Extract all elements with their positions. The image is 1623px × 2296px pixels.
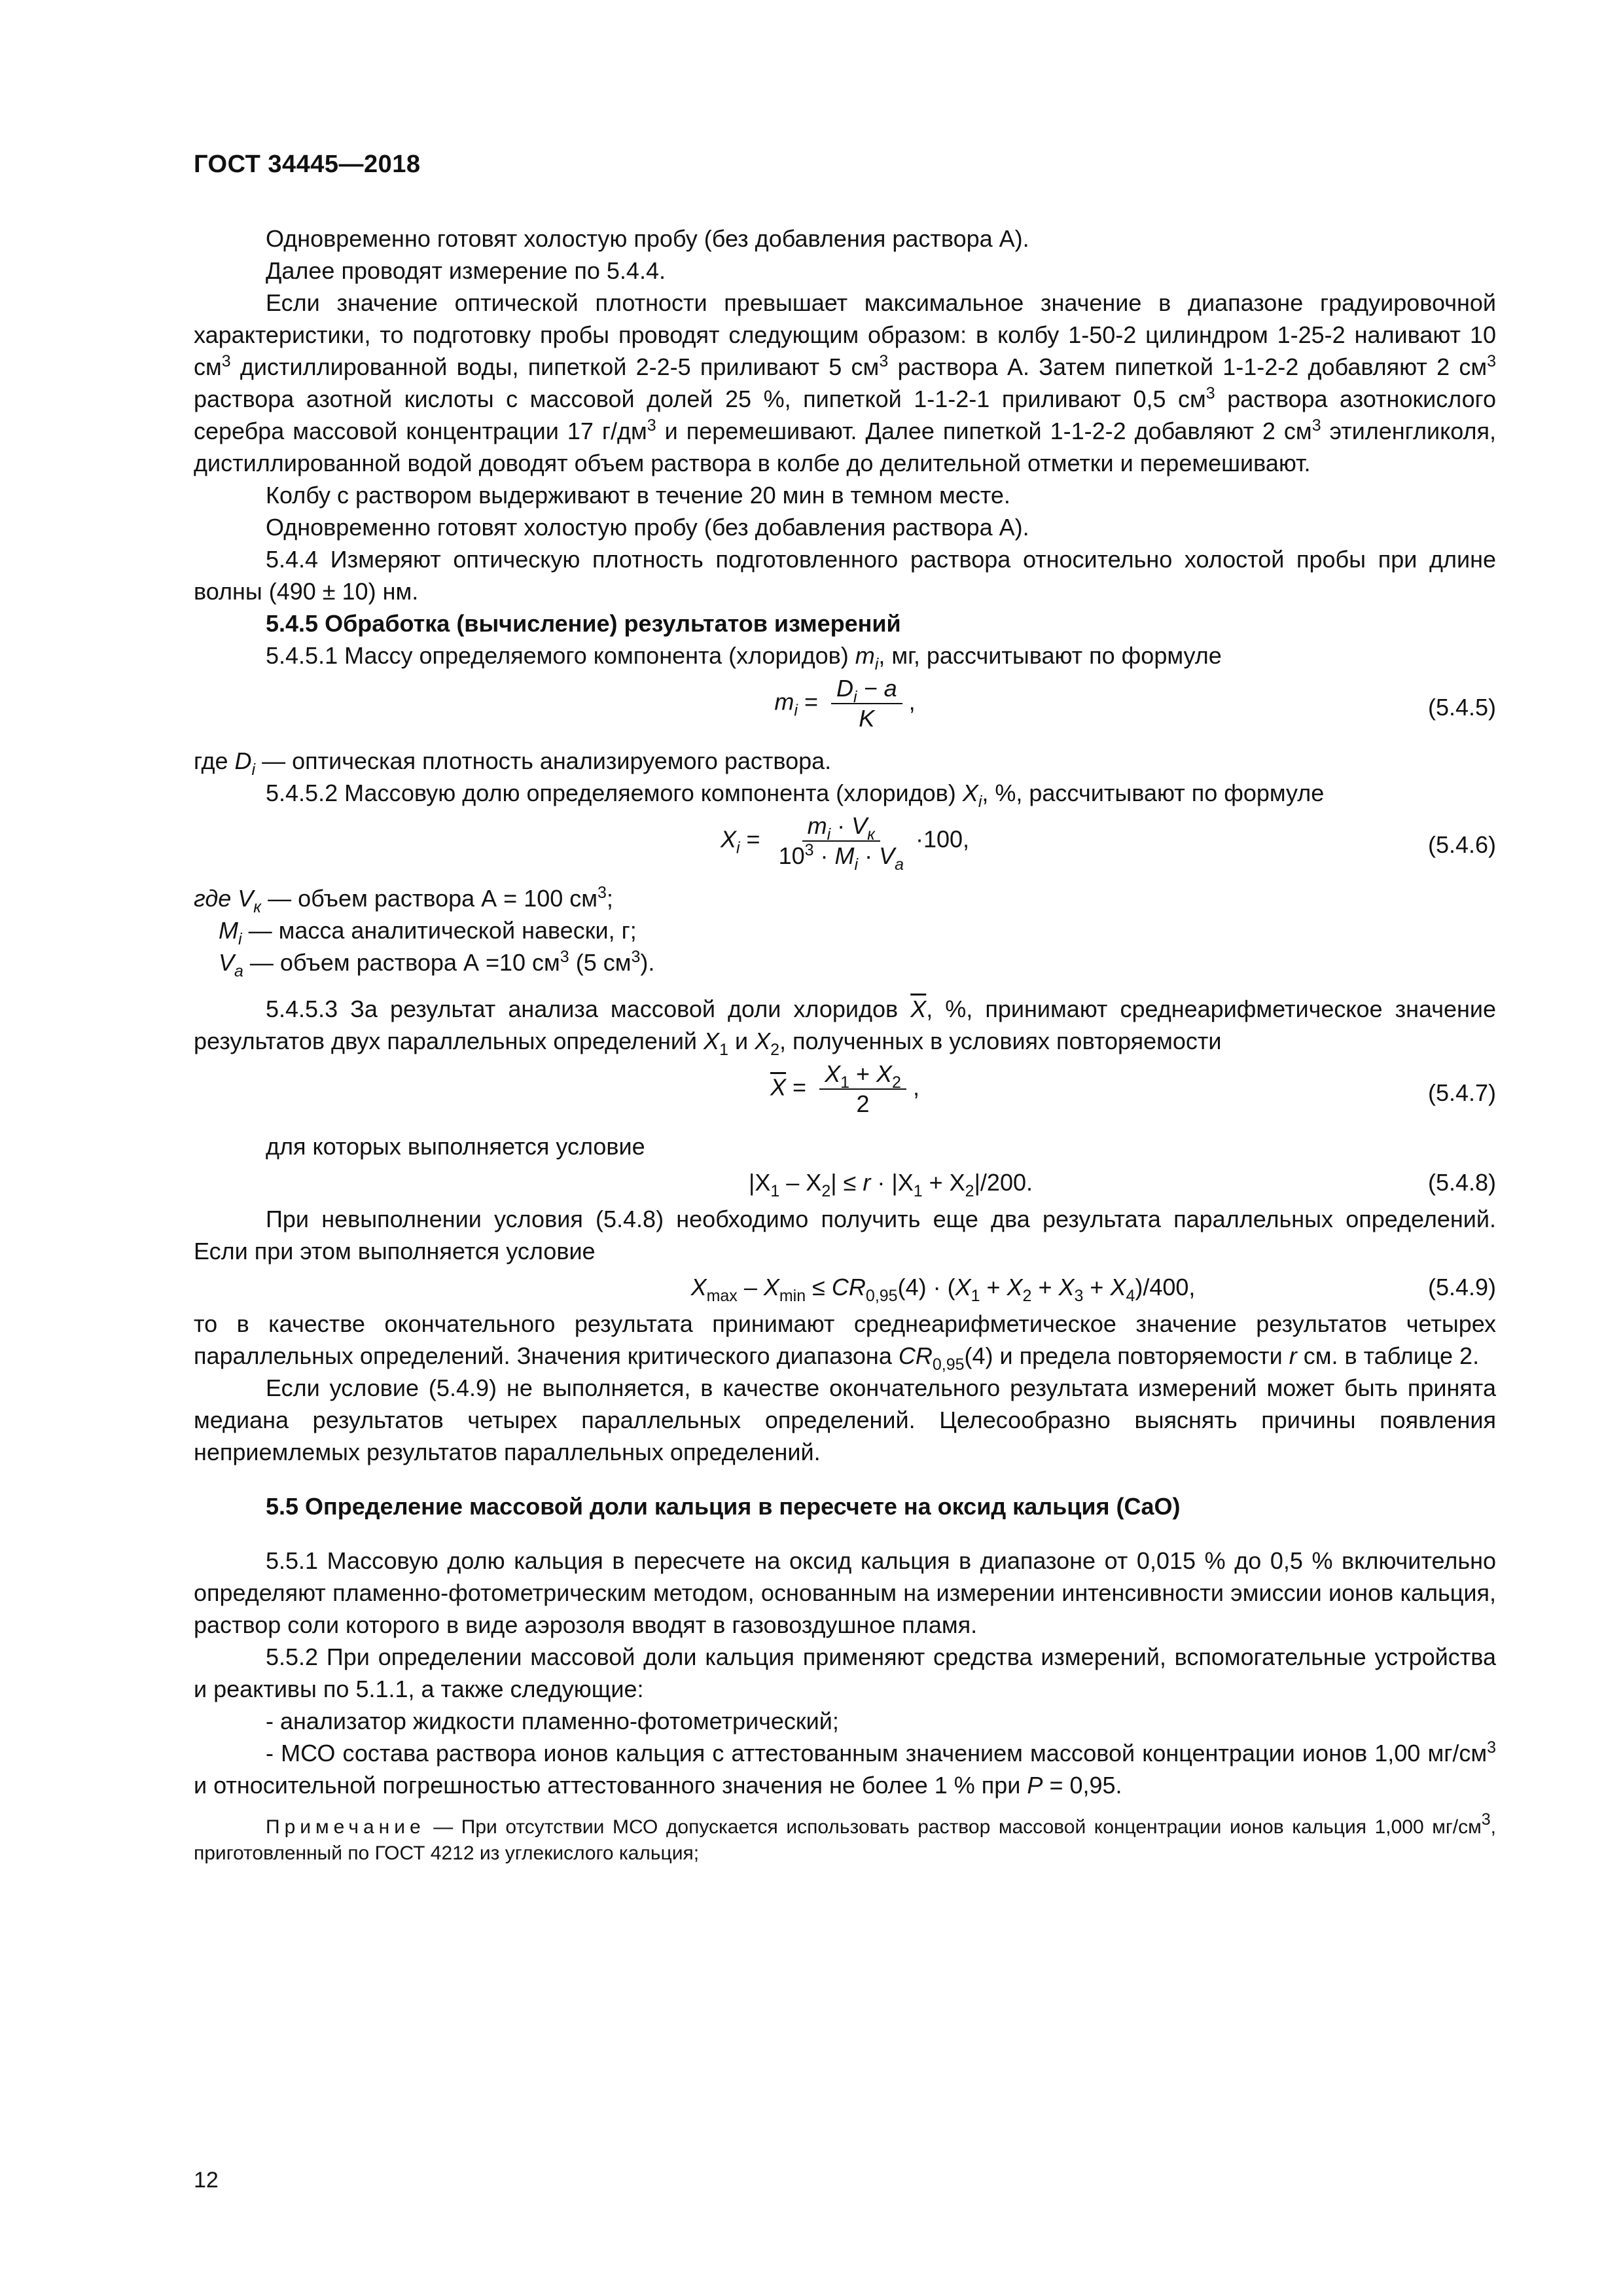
legend-line: $V_a$ — объем раствора А =10 $см^3$ (5 $см^3$).: [219, 948, 655, 980]
paragraph: 5.5.2 При определении массовой доли кальция применяют средства измерений, вспомогательные устройства и реактивы по 5.1.1, а также следующие:: [194, 1643, 1496, 1702]
paragraph: где $D_i$ — оптическая плотность анализируемого раствора.: [194, 747, 832, 779]
page-number: 12: [194, 2168, 219, 2193]
paragraph: 5.4.5.1 Массу определяемого компонента (хлоридов) $m_i$, мг, рассчитывают по формуле: [266, 642, 1222, 673]
paragraph: Далее проводят измерение по 5.4.4.: [266, 257, 666, 284]
formula-number: (5.4.8): [1427, 1169, 1496, 1196]
paragraph: 5.4.5.3 За результат анализа массовой доли хлоридов $\overline{X}$, %, принимают среднеарифметическое значение результатов двух параллельных определений $X_1$ и $X_2$, полученных в условиях повторяемости: [194, 996, 1496, 1059]
list-item: - МСО состава раствора ионов кальция с аттестованным значением массовой концентрации ионов 1,00 $мг/см^3$ и относительной погрешностью аттестованного значения не более 1 % при P = 0,95.: [194, 1738, 1496, 1799]
paragraph: Колбу с раствором выдерживают в течение 20 мин в темном месте.: [266, 482, 1010, 509]
legend-line: $M_i$ — масса аналитической навески, г;: [219, 917, 637, 948]
formula-5-4-9: $X_{max} - X_{min} \le CR_{0,95}(4) \cdot (X_1 + X_2 + X_3 + X_4)/400$, (5.4.9): [194, 1267, 1496, 1308]
paragraph: Одновременно готовят холостую пробу (без добавления раствора А).: [266, 225, 1029, 252]
formula-5-4-8: $|X_1 - X_2| \le r \cdot |X_1 + X_2|/200$. (5.4.8): [194, 1162, 1496, 1203]
paragraph: Если значение оптической плотности превышает максимальное значение в диапазоне градуировочной характеристики, то подготовку пробы проводят следующим образом: в колбу 1-50-2 цилиндром 1-25-2 наливают 10 $см^3$ дистиллированной воды, пипеткой 2-2-5 приливают 5 $см^3$ раствора А. Затем пипеткой 1-1-2-2 добавляют 2 $см^3$ раствора азотной кислоты с массовой долей 25 %, пипеткой 1-1-2-1 приливают 0,5 $см^3$ раствора азотнокислого серебра массовой концентрации 17 $г/дм^3$ и перемешивают. Далее пипеткой 1-1-2-2 добавляют 2 $см^3$ этиленгликоля, дистиллированной водой доводят объем раствора в колбе до делительной отметки и перемешивают.: [194, 289, 1497, 476]
document-header: ГОСТ 34445—2018: [194, 151, 421, 178]
paragraph: 5.4.4 Измеряют оптическую плотность подготовленного раствора относительно холостой пробы при длине волны (490 ± 10) нм.: [194, 546, 1496, 605]
formula-5-4-6: $X_i$ = $\frac{m_i \cdot V_к}{10^3 \cdot M_i \cdot V_a}$ ·100, (5.4.6): [720, 812, 1496, 874]
formula-number: (5.4.9): [1427, 1274, 1496, 1300]
section-heading: 5.4.5 Обработка (вычисление) результатов измерений: [266, 610, 901, 637]
section-heading: 5.5 Определение массовой доли кальция в пересчете на оксид кальция (CaO): [266, 1493, 1181, 1520]
formula-5-4-5: $m_i$ = $\frac{D_i - a}{K}$ , (5.4.5): [774, 675, 1496, 732]
legend-line: где $V_к$ — объем раствора А = 100 $см^3$;: [194, 884, 613, 916]
note: Примечание — При отсутствии МСО допускается использовать раствор массовой концентрации ионов кальция 1,000 $мг/см^3$, приготовленный по ГОСТ 4212 из углекислого кальция;: [194, 1810, 1496, 1864]
formula-5-4-7: $\overline{X}$ = $\frac{X_1 + X_2}{2}$ , (5.4.7): [770, 1060, 1496, 1117]
paragraph: Одновременно готовят холостую пробу (без добавления раствора А).: [266, 514, 1029, 541]
paragraph: 5.4.5.2 Массовую долю определяемого компонента (хлоридов) $X_i$, %, рассчитывают по формуле: [266, 780, 1325, 811]
document-body: [194, 223, 1496, 1867]
formula-number: (5.4.5): [1427, 694, 1496, 721]
paragraph: 5.5.1 Массовую долю кальция в пересчете на оксид кальция в диапазоне от 0,015 % до 0,5 % включительно определяют пламенно-фотометрическим методом, основанным на измерении интенсивности эмиссии ионов кальция, раствор соли которого в виде аэрозоля вводят в газовоздушное пламя.: [194, 1547, 1496, 1638]
paragraph: При невыполнении условия (5.4.8) необходимо получить еще два результата параллельных определений. Если при этом выполняется условие: [194, 1206, 1496, 1265]
paragraph: то в качестве окончательного результата принимают среднеарифметическое значение результатов четырех параллельных определений. Значения критического диапазона $CR_{0,95}(4)$ и предела повторяемости r см. в таблице 2.: [194, 1310, 1496, 1374]
note-label: Примечание: [266, 1816, 425, 1838]
formula-number: (5.4.6): [1427, 831, 1496, 858]
formula-number: (5.4.7): [1427, 1079, 1496, 1106]
list-item: - анализатор жидкости пламенно-фотометрический;: [266, 1708, 839, 1734]
paragraph: для которых выполняется условие: [266, 1133, 645, 1160]
paragraph: Если условие (5.4.9) не выполняется, в качестве окончательного результата измерений может быть принята медиана результатов четырех параллельных определений. Целесообразно выяснять причины появления неприемлемых результатов параллельных определений.: [194, 1374, 1496, 1465]
